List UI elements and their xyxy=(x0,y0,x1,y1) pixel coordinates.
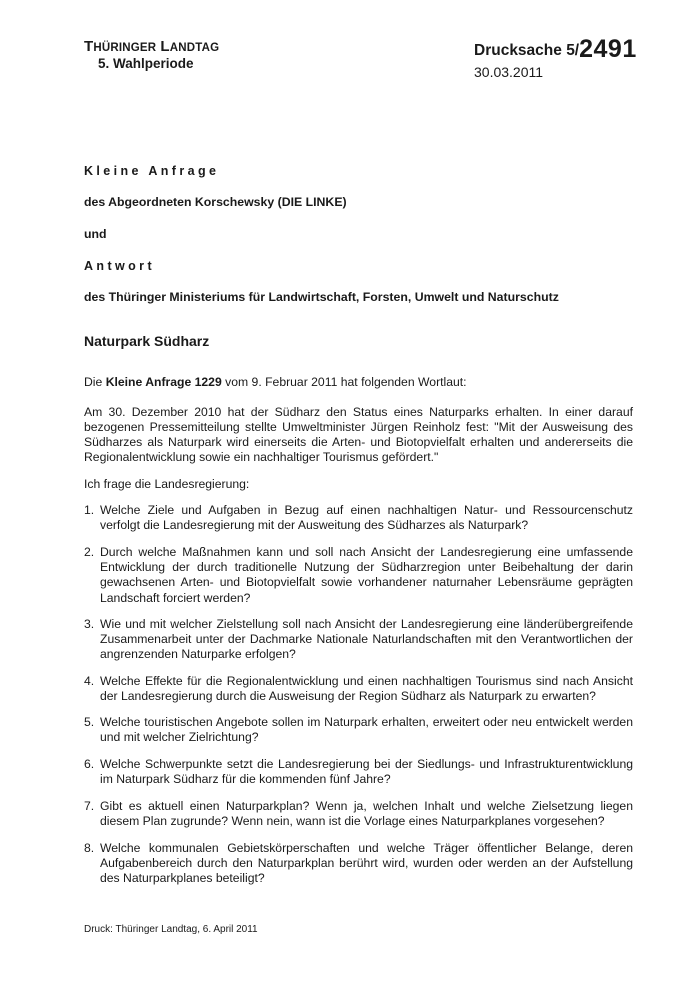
doc-member: des Abgeordneten Korschewsky (DIE LINKE) xyxy=(84,195,347,209)
question-text: Durch welche Maßnahmen kann und soll nach Ansicht der Landesregierung eine umfassende Entwicklung der durch traditionelle Nutzung der Südharzregion unter Beibehaltung der darin gewachsenen Arten- und Biotopvielfalt sowie vorhandener naturnaher Lebensräume geprägten Landschaft forciert werden? xyxy=(100,545,633,605)
drucksache-label: Drucksache 5/ xyxy=(474,42,580,59)
question-text: Welche kommunalen Gebietskörperschaften und welche Träger öffentlicher Belange, deren Aufgabenbereich durch den Naturparkplan berührt wird, wurden oder werden an der Aufstellung des Naturparkplanes beteiligt? xyxy=(100,841,633,886)
question-text: Welche Effekte für die Regionalentwicklung und einen nachhaltigen Tourismus sind nach Ansicht der Landesregierung durch die Ausweisung der Region Südharz als Naturpark zu erwarten? xyxy=(100,674,633,704)
header-left xyxy=(84,38,219,71)
question-item xyxy=(84,503,633,533)
org-name xyxy=(84,38,219,55)
doc-answer: Antwort xyxy=(84,259,156,273)
print-footer: Druck: Thüringer Landtag, 6. April 2011 xyxy=(84,924,258,935)
question-number: 4. xyxy=(84,674,95,688)
question-number: 2. xyxy=(84,545,95,559)
doc-type: Kleine Anfrage xyxy=(84,164,220,178)
doc-ministry: des Thüringer Ministeriums für Landwirtschaft, Forsten, Umwelt und Naturschutz xyxy=(84,290,559,304)
question-item xyxy=(84,715,633,745)
body-paragraph: Am 30. Dezember 2010 hat der Südharz den Status eines Naturparks erhalten. In einer darauf bezogenen Pressemitteilung stellte Umweltminister Jürgen Reinholz fest: "Mit der Ausweisung des Südharzes als Naturpark wird einerseits die Arten- und Biotopvielfalt erhalten und andererseits die Regionalentwicklung sowie ein nachhaltiger Tourismus gefördert." xyxy=(84,405,633,464)
question-number: 7. xyxy=(84,799,95,813)
drucksache xyxy=(474,37,637,62)
drucksache-date: 30.03.2011 xyxy=(474,64,544,80)
question-text: Welche Schwerpunkte setzt die Landesregierung bei der Siedlungs- und Infrastrukturentwicklung im Naturpark Südharz für die kommenden fünf Jahre? xyxy=(100,757,633,787)
question-number: 1. xyxy=(84,503,95,517)
org-name-text: THÜRINGER LANDTAG xyxy=(84,38,220,55)
question-item xyxy=(84,799,633,829)
question-text: Wie und mit welcher Zielstellung soll nach Ansicht der Landesregierung eine länderübergreifende Zusammenarbeit unter der Dachmarke Nationale Naturlandschaften mit den Verantwortlichen der angrenzenden Naturparke erfolgen? xyxy=(100,617,633,662)
ask-line: Ich frage die Landesregierung: xyxy=(84,477,250,491)
question-item xyxy=(84,841,633,887)
election-period: 5. Wahlperiode xyxy=(98,56,194,71)
question-item xyxy=(84,757,633,787)
question-item xyxy=(84,545,633,606)
question-number: 3. xyxy=(84,617,95,631)
question-text: Gibt es aktuell einen Naturparkplan? Wenn ja, welchen Inhalt und welche Zielsetzung liegen diesem Plan zugrunde? Wenn nein, wann ist die Vorlage eines Naturparkplanes vorgesehen? xyxy=(100,799,633,829)
question-item xyxy=(84,674,633,704)
intro-line xyxy=(84,375,633,390)
question-number: 8. xyxy=(84,841,95,855)
intro-prefix: Die xyxy=(84,375,106,389)
header-right xyxy=(474,37,637,80)
doc-title: Naturpark Südharz xyxy=(84,333,210,349)
question-text: Welche touristischen Angebote sollen im Naturpark erhalten, erweitert oder neu entwickelt werden und mit welcher Zielrichtung? xyxy=(100,715,633,745)
doc-and: und xyxy=(84,227,107,241)
question-text: Welche Ziele und Aufgaben in Bezug auf einen nachhaltigen Natur- und Ressourcenschutz verfolgt die Landesregierung mit der Ausweitung des Südharzes als Naturpark? xyxy=(100,503,633,533)
drucksache-number: 2491 xyxy=(579,35,637,63)
intro-bold: Kleine Anfrage 1229 xyxy=(105,375,222,389)
question-item xyxy=(84,617,633,663)
question-number: 5. xyxy=(84,715,95,729)
intro-suffix: vom 9. Februar 2011 hat folgenden Wortlaut: xyxy=(221,375,467,389)
question-number: 6. xyxy=(84,757,95,771)
